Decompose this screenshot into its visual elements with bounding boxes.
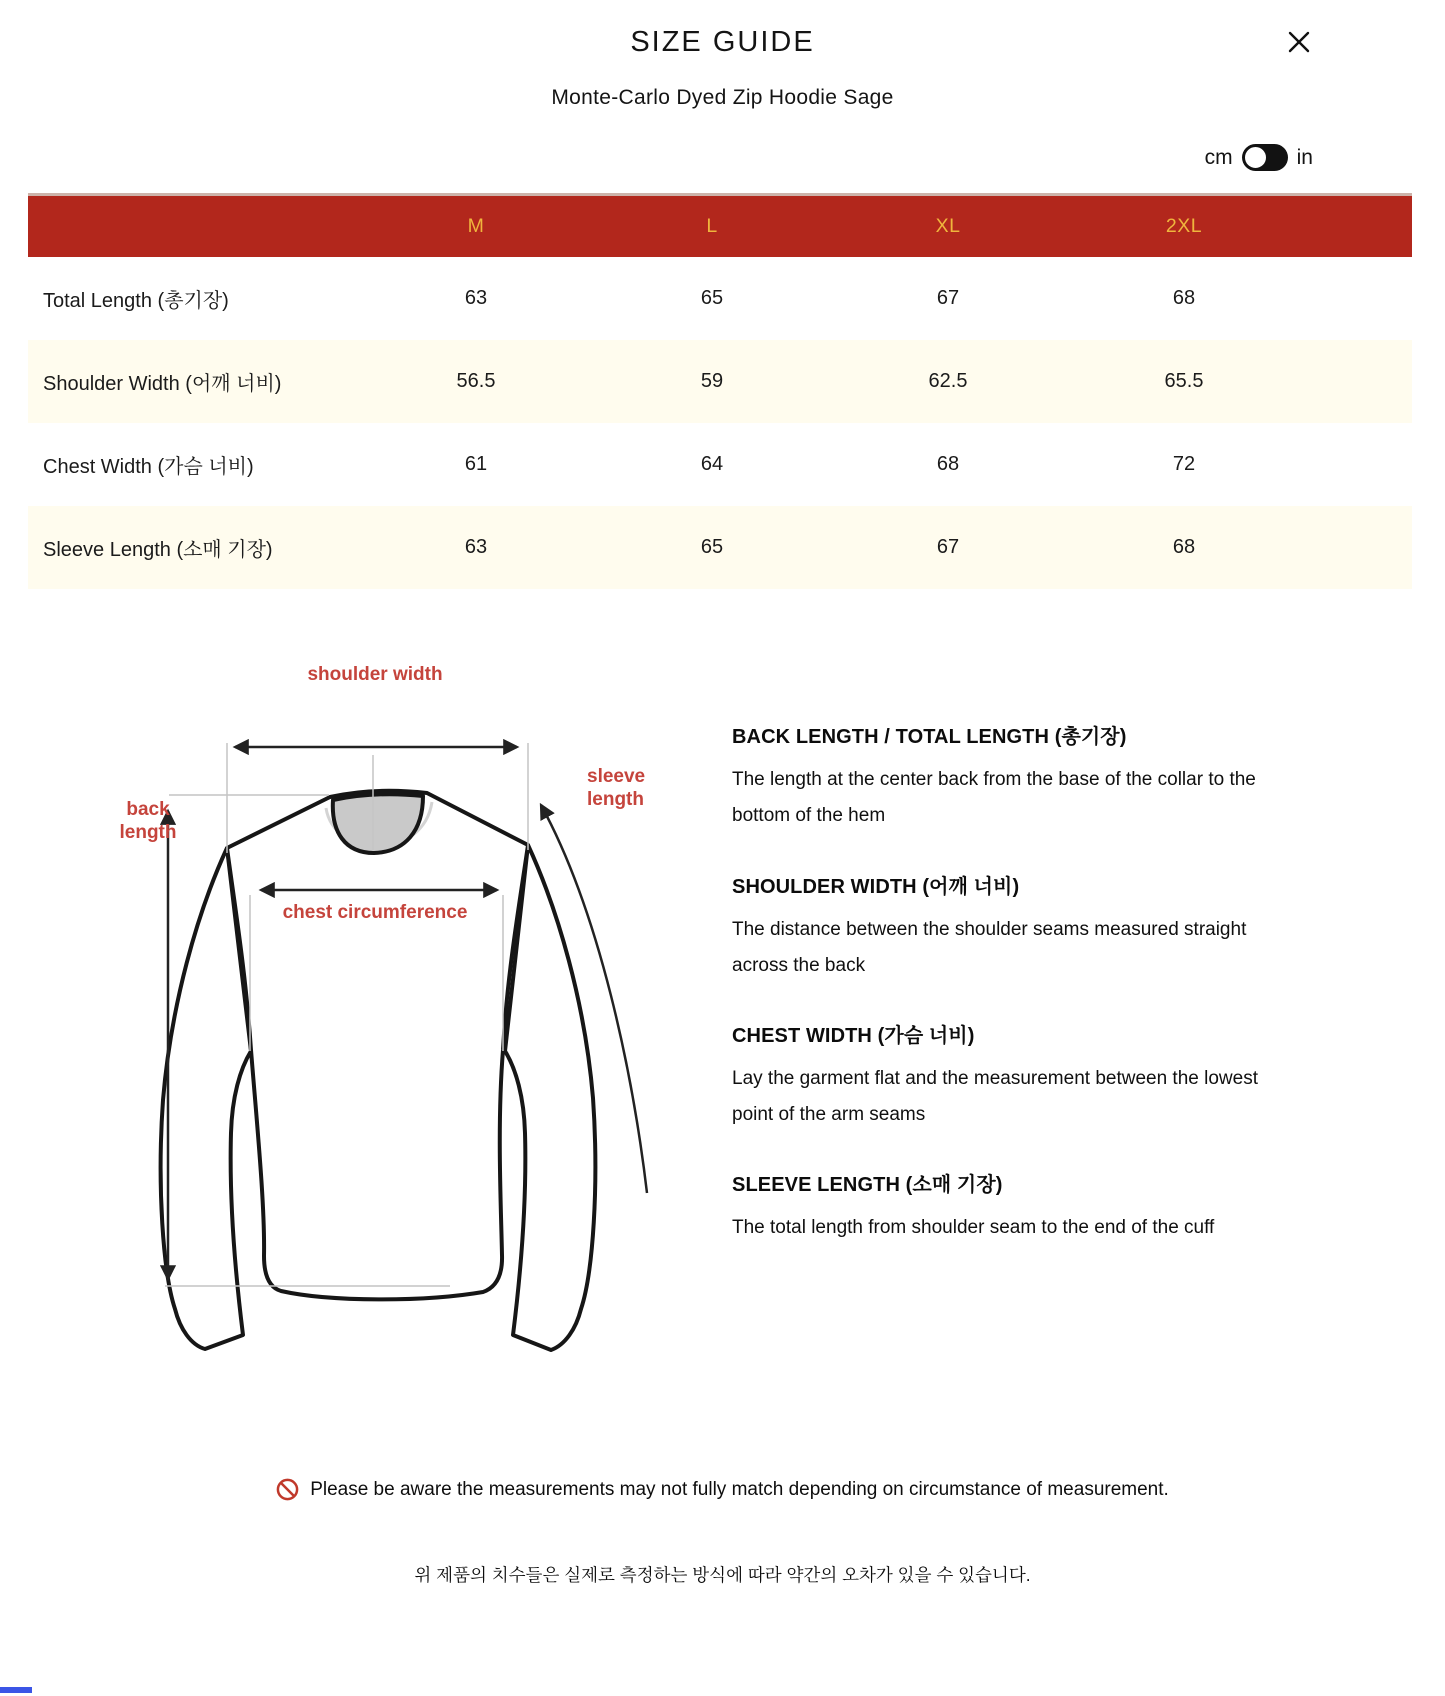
desc-back-length: [732, 720, 1288, 834]
unit-label-in: in: [1296, 145, 1313, 169]
product-name: Monte-Carlo Dyed Zip Hoodie Sage: [551, 86, 894, 109]
garment-diagram-drawing: [105, 645, 700, 1365]
unit-switch[interactable]: [1242, 144, 1288, 171]
unit-toggle[interactable]: [1205, 144, 1313, 171]
label-sleeve-length: sleeve length: [587, 766, 646, 810]
toggle-knob: [1243, 145, 1268, 170]
desc-body: The length at the center back from the base of the collar to the bottom of the hem: [732, 769, 1256, 826]
cell-value: 63: [464, 287, 488, 309]
table-header-row: [28, 193, 1412, 257]
cell-value: 59: [700, 370, 724, 392]
desc-heading: CHEST WIDTH (가슴 너비): [732, 1025, 975, 1047]
close-button[interactable]: [1285, 28, 1313, 56]
close-icon: [1285, 28, 1313, 56]
desc-sleeve-length: [732, 1168, 1288, 1246]
desc-heading: SHOULDER WIDTH (어깨 너비): [732, 876, 1020, 898]
page-title: SIZE GUIDE: [630, 26, 815, 58]
row-label: Shoulder Width (어깨 너비): [43, 373, 282, 395]
measurement-diagram: [105, 645, 700, 1365]
row-label: Total Length (총기장): [43, 290, 229, 312]
cell-value: 65: [700, 287, 724, 309]
desc-body: The distance between the shoulder seams measured straight across the back: [732, 919, 1247, 976]
cell-value: 67: [936, 536, 960, 558]
cell-value: 67: [936, 287, 960, 309]
cell-value: 68: [936, 453, 960, 475]
row-label: Chest Width (가슴 너비): [43, 456, 254, 478]
size-col-2xl: 2XL: [1165, 215, 1203, 237]
desc-heading: SLEEVE LENGTH (소매 기장): [732, 1174, 1003, 1196]
label-chest-circumference: chest circumference: [282, 902, 468, 923]
label-shoulder-width: shoulder width: [307, 664, 443, 685]
label-back-length: back length: [119, 799, 177, 843]
disclaimer-text-en: Please be aware the measurements may not fully match depending on circumstance of measurement.: [310, 1478, 1169, 1500]
size-col-l: L: [706, 215, 718, 237]
cell-value: 65: [700, 536, 724, 558]
cell-value: 56.5: [456, 370, 496, 392]
size-col-xl: XL: [935, 215, 961, 237]
cell-value: 63: [464, 536, 488, 558]
desc-chest-width: [732, 1019, 1288, 1133]
table-row: [28, 257, 1412, 340]
size-table: [28, 193, 1412, 589]
desc-body: Lay the garment flat and the measurement between the lowest point of the arm seams: [732, 1068, 1258, 1125]
cell-value: 61: [464, 453, 488, 475]
cell-value: 64: [700, 453, 724, 475]
cell-value: 68: [1172, 536, 1196, 558]
disclaimer-text-kr: 위 제품의 치수들은 실제로 측정하는 방식에 따라 약간의 오차가 있을 수 있습니다.: [414, 1565, 1031, 1585]
no-entry-icon: [276, 1478, 299, 1501]
table-row: [28, 506, 1412, 589]
desc-body: The total length from shoulder seam to the end of the cuff: [732, 1217, 1215, 1238]
unit-label-cm: cm: [1204, 145, 1233, 169]
cell-value: 65.5: [1164, 370, 1204, 392]
desc-heading: BACK LENGTH / TOTAL LENGTH (총기장): [732, 726, 1127, 748]
size-col-m: M: [467, 215, 485, 237]
cell-value: 62.5: [928, 370, 968, 392]
desc-shoulder-width: [732, 870, 1288, 984]
cell-value: 72: [1172, 453, 1196, 475]
row-label: Sleeve Length (소매 기장): [43, 539, 273, 561]
garment-body: [227, 791, 528, 1300]
cell-value: 68: [1172, 287, 1196, 309]
background-page-fragment: [0, 1687, 32, 1693]
measurement-disclaimer: [0, 1478, 1445, 1501]
table-row: [28, 340, 1412, 423]
table-row: [28, 423, 1412, 506]
